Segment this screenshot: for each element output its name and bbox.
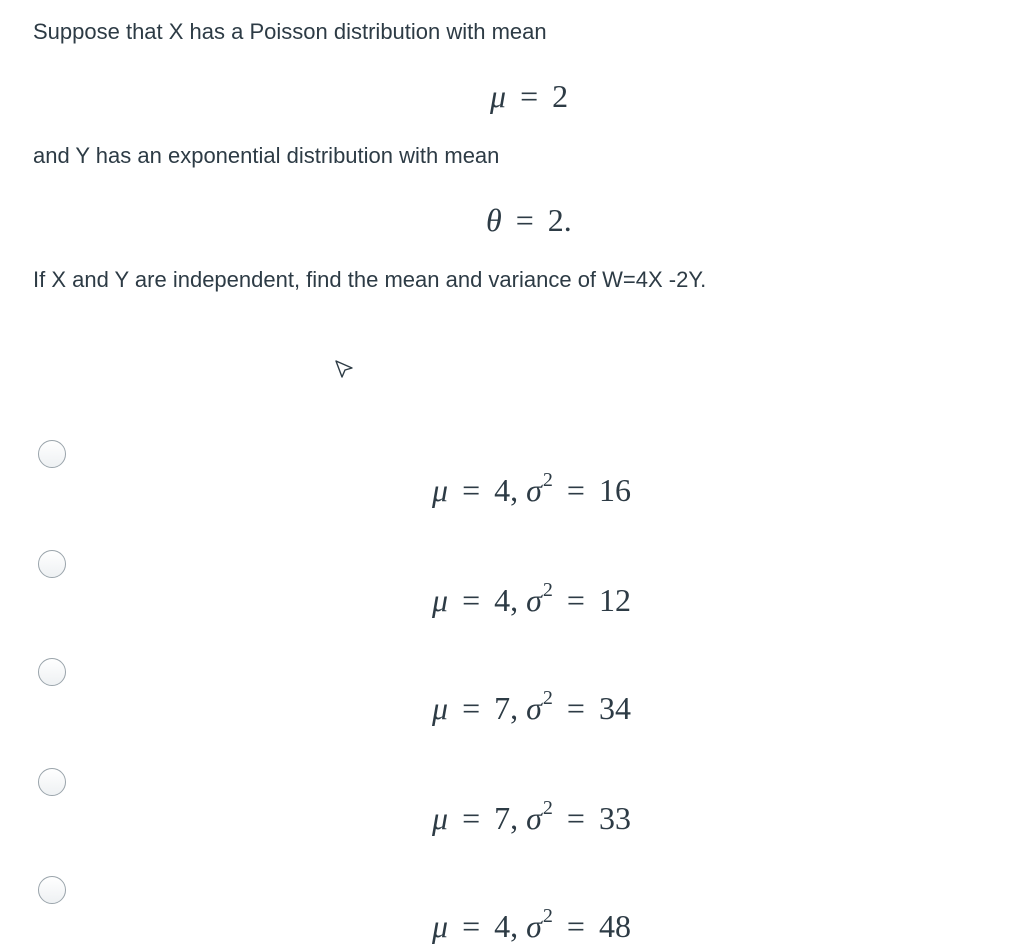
sigma-symbol: σ: [526, 800, 542, 836]
mu-display-equation: [490, 76, 568, 116]
answer-option-3: [0, 658, 1014, 726]
answer-option-5: [0, 876, 1014, 944]
mu-symbol: μ: [432, 472, 449, 508]
exponent: 2: [542, 579, 553, 601]
equals-sign: =: [462, 908, 481, 944]
mu-symbol: μ: [432, 800, 449, 836]
option-4-equation: [432, 788, 631, 838]
question-text-line-3: If X and Y are independent, find the mean and variance of W=4X -2Y.: [33, 267, 707, 292]
theta-symbol: θ: [486, 202, 502, 238]
option-2-equation: [432, 570, 631, 620]
answer-option-4: [0, 768, 1014, 836]
answer-option-1: [0, 440, 1014, 508]
sigma-symbol: σ: [526, 472, 542, 508]
question-text-line-2: and Y has an exponential distribution with mean: [33, 143, 500, 168]
equals-sign: =: [566, 472, 585, 508]
equals-sign: =: [462, 690, 481, 726]
option-3-equation: [432, 678, 631, 728]
mu-value: 4,: [494, 582, 519, 618]
mu-symbol: μ: [432, 690, 449, 726]
radio-button-option-4[interactable]: [38, 768, 66, 796]
exponent: 2: [542, 797, 553, 819]
radio-button-option-3[interactable]: [38, 658, 66, 686]
mu-symbol: μ: [432, 908, 449, 944]
theta-display-equation: [486, 200, 572, 240]
answer-option-2: [0, 550, 1014, 618]
option-1-equation: [432, 460, 631, 510]
exponent: 2: [542, 905, 553, 927]
equals-sign: =: [462, 582, 481, 618]
equals-sign: =: [566, 582, 585, 618]
mu-symbol: μ: [490, 78, 507, 114]
variance-value: 33: [598, 800, 631, 836]
mouse-cursor-icon: [334, 358, 356, 380]
theta-value: 2.: [547, 202, 572, 238]
variance-value: 16: [598, 472, 631, 508]
option-5-equation: [432, 896, 631, 946]
mu-value: 2: [552, 78, 569, 114]
mu-symbol: μ: [432, 582, 449, 618]
equals-sign: =: [566, 800, 585, 836]
equals-sign: =: [520, 78, 539, 114]
equals-sign: =: [566, 908, 585, 944]
mu-value: 7,: [494, 800, 519, 836]
mu-value: 4,: [494, 472, 519, 508]
mu-value: 7,: [494, 690, 519, 726]
variance-value: 12: [598, 582, 631, 618]
radio-button-option-2[interactable]: [38, 550, 66, 578]
equals-sign: =: [566, 690, 585, 726]
variance-value: 34: [598, 690, 631, 726]
radio-button-option-5[interactable]: [38, 876, 66, 904]
equals-sign: =: [515, 202, 534, 238]
exponent: 2: [542, 687, 553, 709]
variance-value: 48: [598, 908, 631, 944]
sigma-symbol: σ: [526, 690, 542, 726]
equals-sign: =: [462, 800, 481, 836]
equals-sign: =: [462, 472, 481, 508]
sigma-symbol: σ: [526, 582, 542, 618]
question-text-line-1: Suppose that X has a Poisson distribution with mean: [33, 19, 547, 44]
mu-value: 4,: [494, 908, 519, 944]
sigma-symbol: σ: [526, 908, 542, 944]
exponent: 2: [542, 469, 553, 491]
radio-button-option-1[interactable]: [38, 440, 66, 468]
